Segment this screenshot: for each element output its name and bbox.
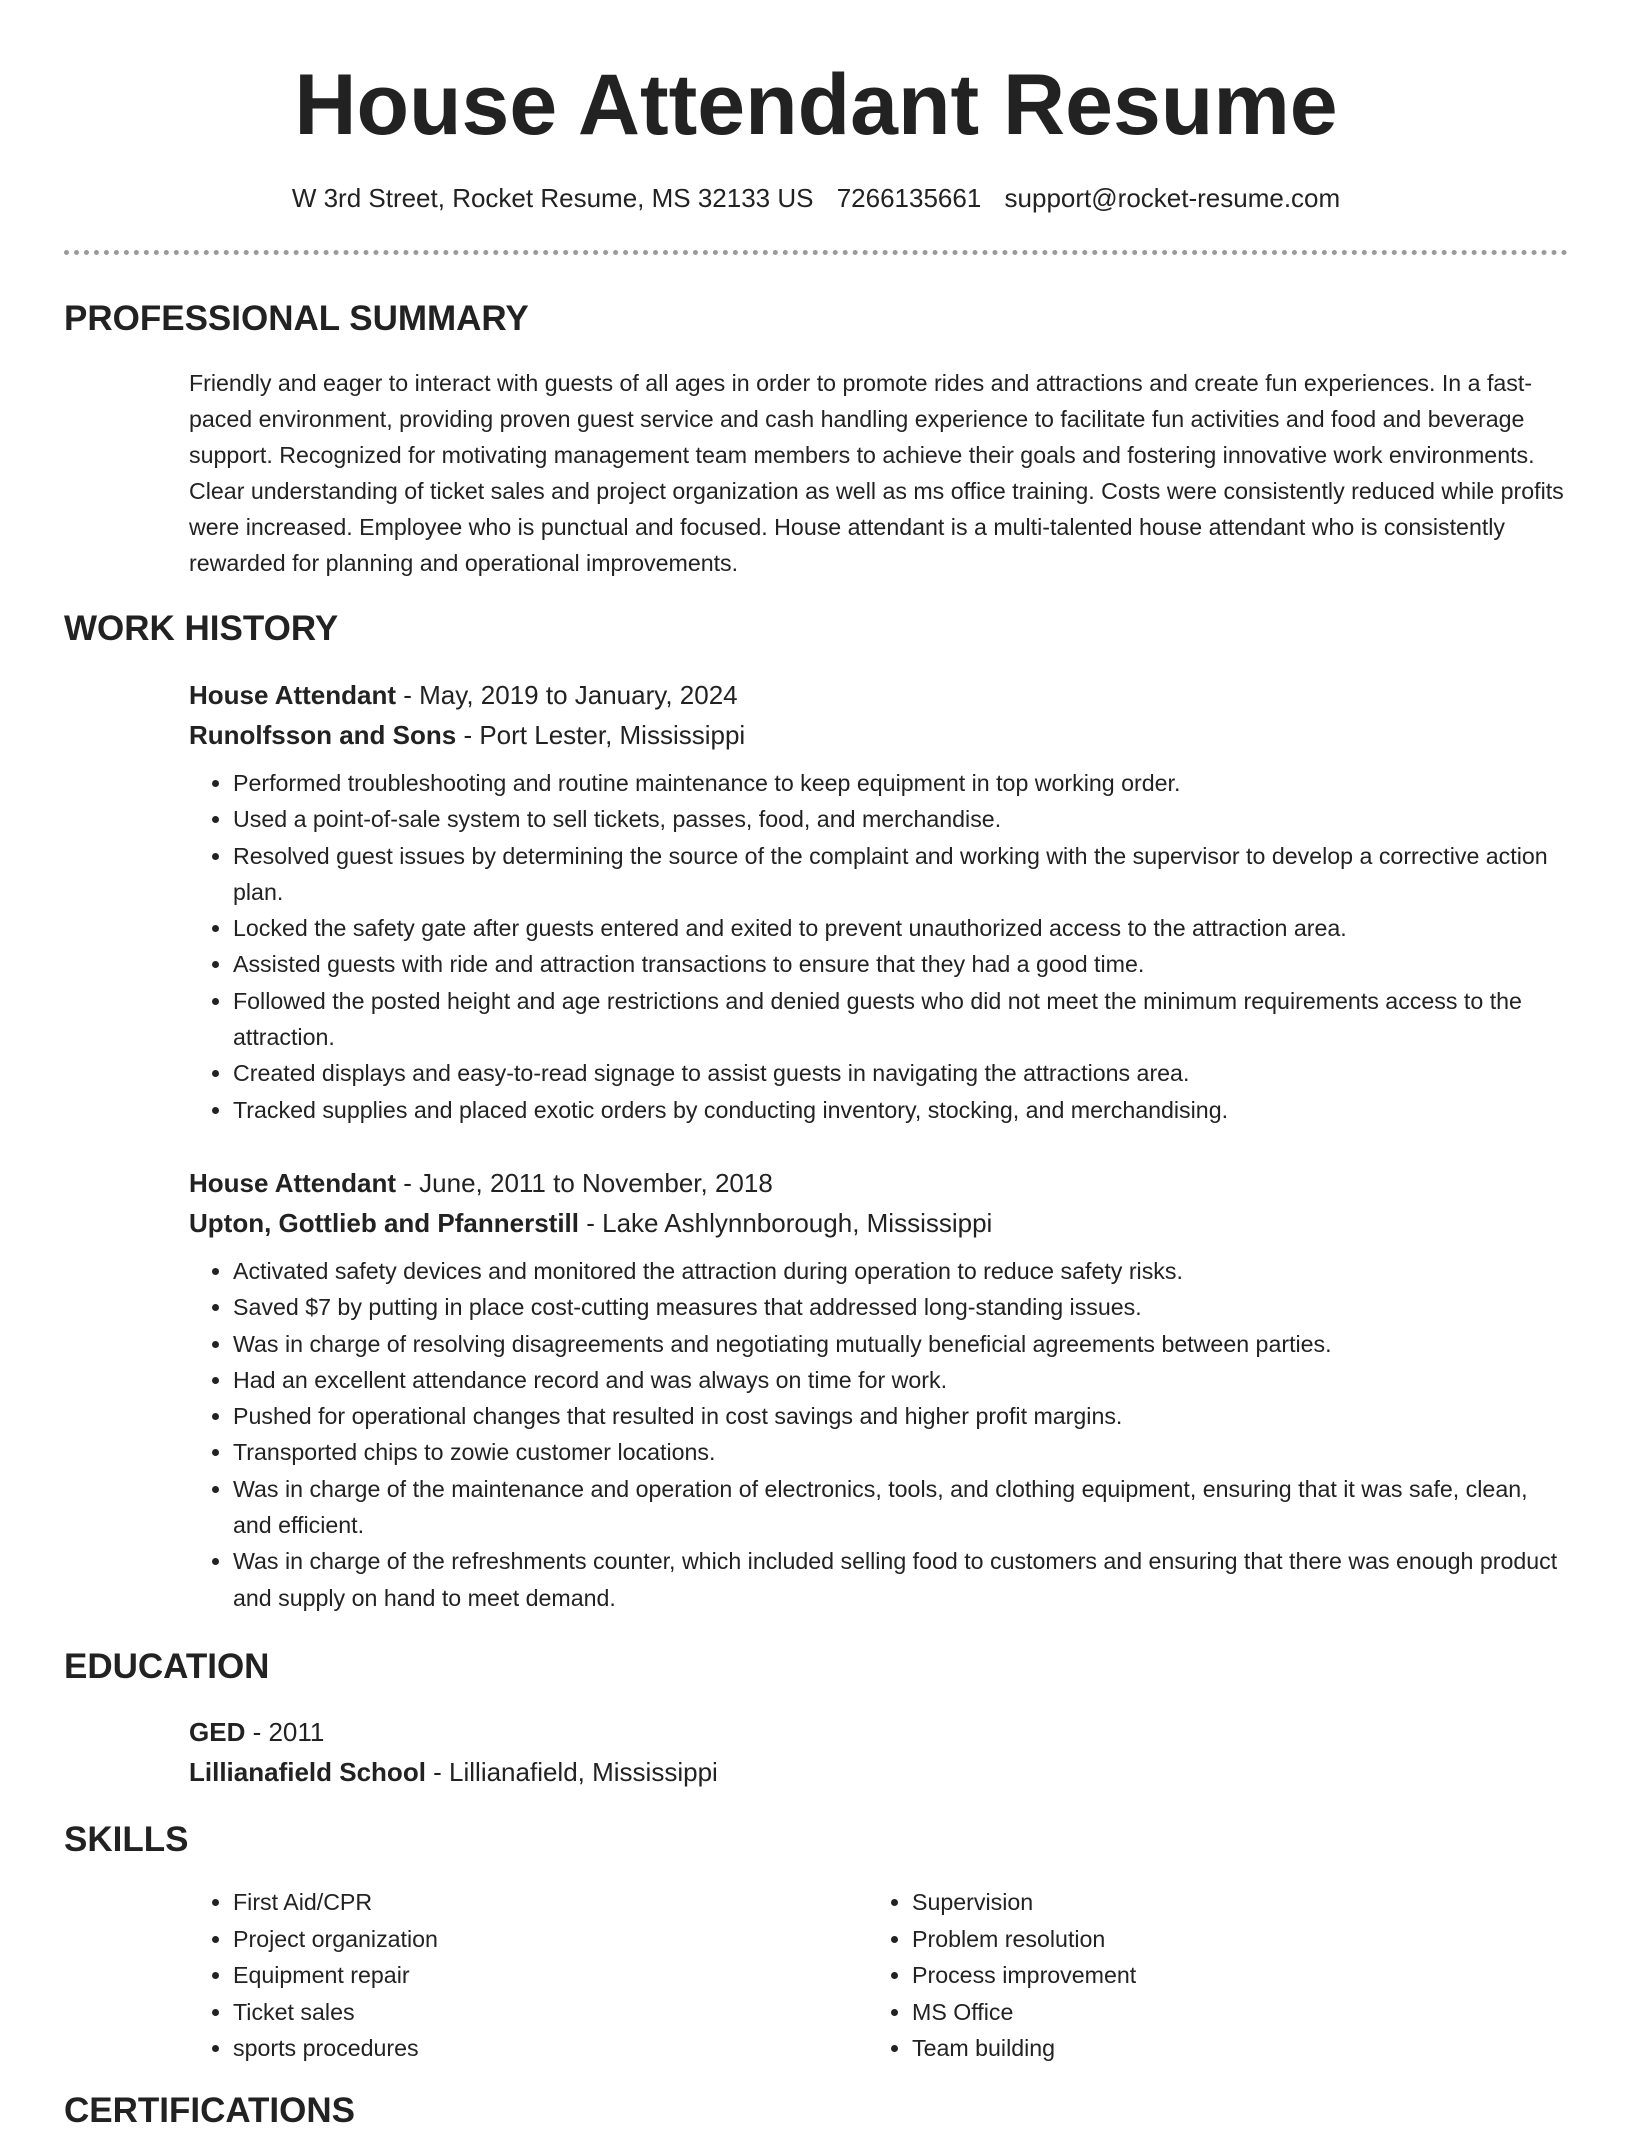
skill-item: • Ticket sales	[233, 1994, 853, 2031]
duty-item: • Transported chips to zowie customer locations.	[233, 1434, 1569, 1470]
skills-list-right	[868, 1884, 1532, 2067]
job-company-line	[189, 715, 1569, 755]
job-company: Runolfsson and Sons	[189, 720, 457, 750]
skill-item: • Team building	[912, 2030, 1532, 2067]
duty-item: • Resolved guest issues by determining the source of the complaint and working with the supervisor to develop a corrective action plan.	[233, 838, 1569, 911]
job-title: House Attendant	[189, 680, 397, 710]
contact-phone: 7266135661	[836, 183, 982, 213]
contact-line	[0, 176, 1632, 220]
job-location: - Port Lester, Mississippi	[456, 720, 746, 750]
job-duties-list	[189, 1253, 1569, 1616]
education-heading: EDUCATION	[64, 1647, 270, 1686]
duty-item: • Locked the safety gate after guests entered and exited to prevent unauthorized access to the attraction area.	[233, 910, 1569, 946]
work-history-heading: WORK HISTORY	[64, 609, 339, 648]
skills-heading: SKILLS	[64, 1820, 189, 1859]
education-entry	[189, 1712, 1569, 1792]
education-school-line	[189, 1752, 1569, 1792]
job-company: Upton, Gottlieb and Pfannerstill	[189, 1208, 579, 1238]
duty-item: • Saved $7 by putting in place cost-cutting measures that addressed long-standing issues.	[233, 1289, 1569, 1325]
duty-item: • Was in charge of resolving disagreements and negotiating mutually beneficial agreements between parties.	[233, 1326, 1569, 1362]
duty-item: • Activated safety devices and monitored the attraction during operation to reduce safety risks.	[233, 1253, 1569, 1289]
contact-email: support@rocket-resume.com	[1004, 183, 1341, 213]
skill-item: • Problem resolution	[912, 1921, 1532, 1958]
summary-heading: PROFESSIONAL SUMMARY	[64, 299, 529, 338]
job-dates: - June, 2011 to November, 2018	[396, 1168, 773, 1198]
skill-item: • sports procedures	[233, 2030, 853, 2067]
duty-item: • Assisted guests with ride and attraction transactions to ensure that they had a good time.	[233, 946, 1569, 982]
duty-item: • Tracked supplies and placed exotic orders by conducting inventory, stocking, and merchandising.	[233, 1092, 1569, 1128]
duty-item: • Created displays and easy-to-read signage to assist guests in navigating the attractions area.	[233, 1055, 1569, 1091]
education-location: - Lillianafield, Mississippi	[425, 1757, 718, 1787]
duty-item: • Performed troubleshooting and routine maintenance to keep equipment in top working order.	[233, 765, 1569, 801]
resume-title: House Attendant Resume	[294, 57, 1338, 153]
contact-address: W 3rd Street, Rocket Resume, MS 32133 US	[291, 183, 814, 213]
job-title-line	[189, 1163, 1569, 1203]
duty-item: • Followed the posted height and age restrictions and denied guests who did not meet the minimum requirements access to the attraction.	[233, 983, 1569, 1056]
skill-item: • Supervision	[912, 1884, 1532, 1921]
summary-text: Friendly and eager to interact with guests of all ages in order to promote rides and attractions and create fun experiences. In a fast-paced environment, providing proven guest service and cash handling experience to facilitate fun activities and food and beverage support. Recognized for motivating management team members to achieve their goals and fostering innovative work environments. Clear understanding of ticket sales and project organization as well as ms office training. Costs were consistently reduced while profits were increased. Employee who is punctual and focused. House attendant is a multi-talented house attendant who is consistently rewarded for planning and operational improvements.	[189, 370, 1564, 576]
job-entry-1	[189, 675, 1569, 1128]
education-degree-line	[189, 1712, 1569, 1752]
duty-item: • Had an excellent attendance record and was always on time for work.	[233, 1362, 1569, 1398]
job-duties-list	[189, 765, 1569, 1128]
job-company-line	[189, 1203, 1569, 1243]
job-title-line	[189, 675, 1569, 715]
header-divider	[64, 250, 1568, 255]
duty-item: • Was in charge of the refreshments counter, which included selling food to customers and ensuring that there was enough product and supply on hand to meet demand.	[233, 1543, 1569, 1616]
job-entry-2	[189, 1163, 1569, 1616]
education-degree: GED	[189, 1717, 246, 1747]
skill-item: • MS Office	[912, 1994, 1532, 2031]
skill-item: • Equipment repair	[233, 1957, 853, 1994]
skills-list-left	[189, 1884, 853, 2067]
certifications-heading: CERTIFICATIONS	[64, 2091, 356, 2130]
duty-item: • Was in charge of the maintenance and operation of electronics, tools, and clothing equipment, ensuring that it was safe, clean, and efficient.	[233, 1471, 1569, 1544]
education-school: Lillianafield School	[189, 1757, 426, 1787]
duty-item: • Pushed for operational changes that resulted in cost savings and higher profit margins.	[233, 1398, 1569, 1434]
skill-item: • First Aid/CPR	[233, 1884, 853, 1921]
job-dates: - May, 2019 to January, 2024	[396, 680, 738, 710]
duty-item: • Used a point-of-sale system to sell tickets, passes, food, and merchandise.	[233, 801, 1569, 837]
skill-item: • Process improvement	[912, 1957, 1532, 1994]
skill-item: • Project organization	[233, 1921, 853, 1958]
job-title: House Attendant	[189, 1168, 397, 1198]
job-location: - Lake Ashlynnborough, Mississippi	[579, 1208, 993, 1238]
education-year: - 2011	[245, 1717, 325, 1747]
